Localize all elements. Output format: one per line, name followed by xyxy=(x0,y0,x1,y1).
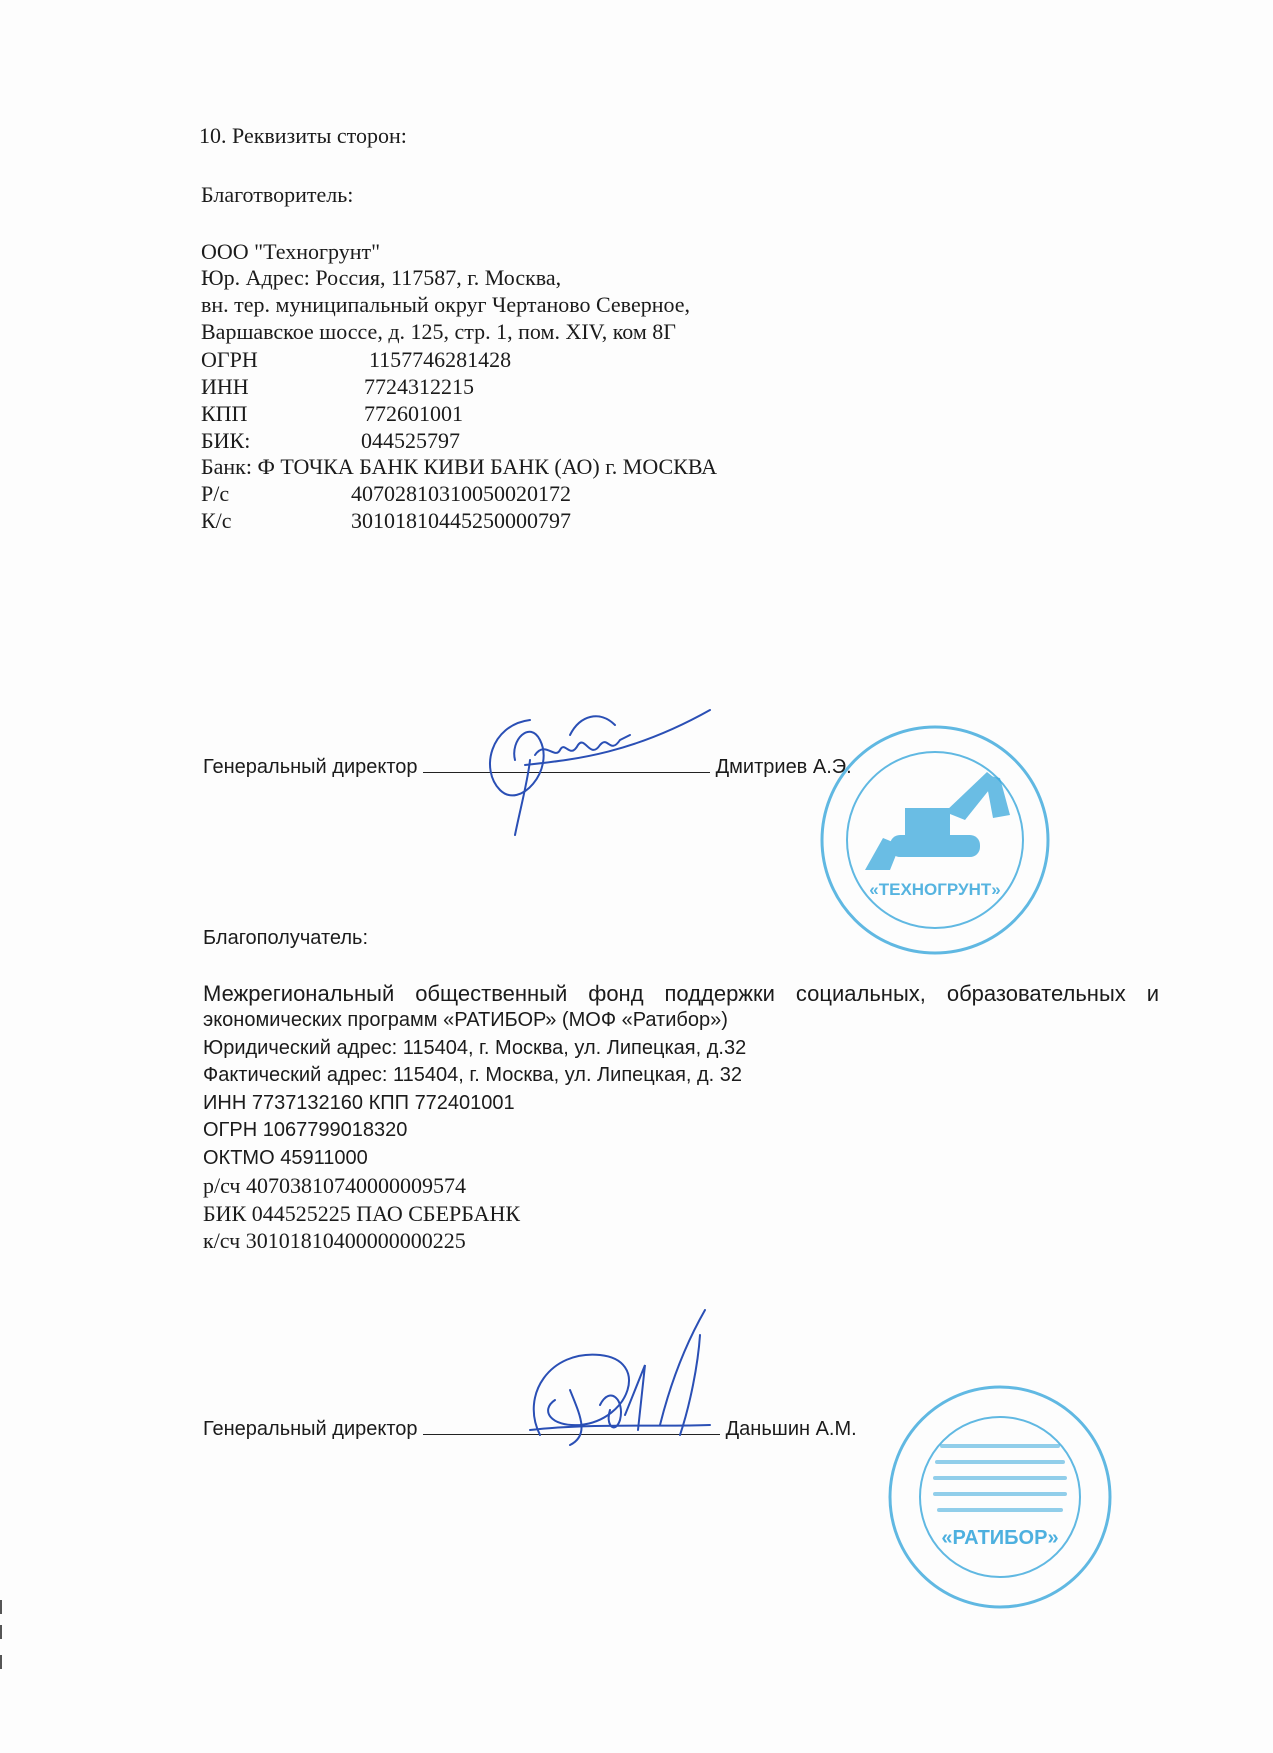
stamp-caption: «РАТИБОР» xyxy=(941,1527,1059,1549)
scan-edge-mark xyxy=(0,1625,2,1639)
donor-address-line: Варшавское шоссе, д. 125, стр. 1, пом. XIV, ком 8Г xyxy=(201,319,676,344)
recipient-line: ИНН 7737132160 КПП 772401001 xyxy=(203,1092,515,1114)
donor-detail-kpp xyxy=(201,400,463,427)
signatory-name: Даньшин А.М. xyxy=(725,1418,857,1440)
donor-address-line: вн. тер. муниципальный округ Чертаново Северное, xyxy=(201,292,691,317)
donor-account-rs xyxy=(201,480,571,507)
donor-bank: Банк: Ф ТОЧКА БАНК КИВИ БАНК (АО) г. МОСКВА xyxy=(201,454,718,479)
scan-edge-mark xyxy=(0,1600,2,1614)
donor-detail-ogrn xyxy=(201,346,511,373)
detail-label: БИК: xyxy=(201,428,251,453)
account-label: Р/с xyxy=(201,481,230,506)
section-title: 10. Реквизиты сторон: xyxy=(199,123,407,148)
stamp-caption: «ТЕХНОГРУНТ» xyxy=(869,880,1001,899)
donor-signature xyxy=(470,700,730,840)
signatory-name: Дмитриев А.Э. xyxy=(715,756,852,778)
recipient-line: к/сч 30101810400000000225 xyxy=(203,1228,466,1253)
donor-detail-bik xyxy=(201,427,460,454)
account-value: 40702810310050020172 xyxy=(351,481,571,506)
detail-label: ИНН xyxy=(201,374,249,399)
recipient-line: Фактический адрес: 115404, г. Москва, ул. Липецкая, д. 32 xyxy=(203,1064,743,1086)
detail-value: 1157746281428 xyxy=(369,347,512,372)
detail-value: 044525797 xyxy=(361,428,460,453)
signatory-title: Генеральный директор xyxy=(203,1418,418,1440)
recipient-name-line1: Межрегиональный общественный фонд поддержки социальных, образовательных и xyxy=(203,981,1159,1006)
excavator-icon xyxy=(865,772,1010,870)
recipient-line: ОГРН 1067799018320 xyxy=(203,1119,408,1141)
donor-company: ООО "Техногрунт" xyxy=(201,239,381,264)
recipient-line: БИК 044525225 ПАО СБЕРБАНК xyxy=(203,1201,521,1226)
detail-value: 7724312215 xyxy=(364,374,474,399)
recipient-stamp xyxy=(885,1382,1115,1612)
donor-stamp xyxy=(815,720,1055,960)
donor-heading: Благотворитель: xyxy=(201,182,354,207)
detail-label: ОГРН xyxy=(201,347,258,372)
detail-value: 772601001 xyxy=(364,401,463,426)
donor-address-line: Юр. Адрес: Россия, 117587, г. Москва, xyxy=(201,265,562,290)
account-value: 30101810445250000797 xyxy=(351,508,571,533)
account-label: К/с xyxy=(201,508,232,533)
recipient-name-line2: экономических программ «РАТИБОР» (МОФ «Ратибор») xyxy=(203,1009,728,1031)
recipient-heading: Благополучатель: xyxy=(203,927,368,949)
donor-detail-inn xyxy=(201,373,474,400)
recipient-line: р/сч 40703810740000009574 xyxy=(203,1173,467,1198)
recipient-signature xyxy=(510,1305,750,1455)
donor-account-ks xyxy=(201,507,571,534)
recipient-line: ОКТМО 45911000 xyxy=(203,1147,368,1169)
detail-label: КПП xyxy=(201,401,248,426)
scan-edge-mark xyxy=(0,1655,2,1669)
signatory-title: Генеральный директор xyxy=(203,756,418,778)
recipient-line: Юридический адрес: 115404, г. Москва, ул. Липецкая, д.32 xyxy=(203,1037,747,1059)
stamp-inner-lines xyxy=(933,1444,1067,1512)
